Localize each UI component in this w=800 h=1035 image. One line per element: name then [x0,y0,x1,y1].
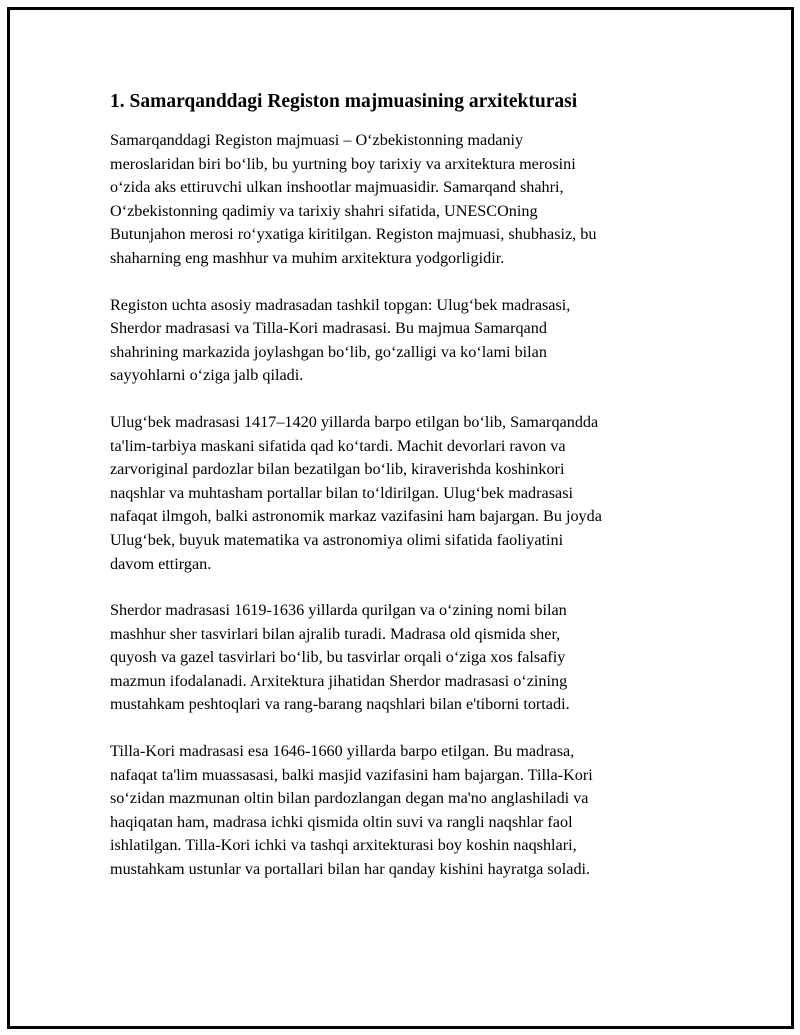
text-line: nafaqat ilmgoh, balki astronomik markaz vazifasini ham bajargan. Bu joyda [110,507,602,526]
text-line: o‘zida aks ettiruvchi ulkan inshootlar majmuasidir. Samarqand shahri, [110,178,564,197]
paragraph-sherdor [110,599,680,717]
text-line: Sherdor madrasasi va Tilla-Kori madrasasi. Bu majmua Samarqand [110,319,547,338]
text-line: Ulug‘bek madrasasi 1417–1420 yillarda barpo etilgan bo‘lib, Samarqandda [110,412,599,431]
text-line: nafaqat ta'lim muassasasi, balki masjid vazifasini ham bajargan. Tilla-Kori [110,765,593,784]
text-line: naqshlar va muhtasham portallar bilan to‘ldirilgan. Ulug‘bek madrasasi [110,483,574,502]
text-line: ta'lim-tarbiya maskani sifatida qad ko‘tardi. Machit devorlari ravon va [110,436,566,455]
text-line: mazmun ifodalanadi. Arxitektura jihatidan Sherdor madrasasi o‘zining [110,671,568,690]
text-line: mashhur sher tasvirlari bilan ajralib turadi. Madrasa old qismida sher, [110,624,561,643]
text-line: haqiqatan ham, madrasa ichki qismida oltin suvi va rangli naqshlar faol [110,812,573,831]
text-line: meroslaridan biri bo‘lib, bu yurtning boy tarixiy va arxitektura merosini [110,154,576,173]
text-line: sayyohlarni o‘ziga jalb qiladi. [110,366,304,385]
document-body [110,88,680,905]
text-line: mustahkam peshtoqlari va rang-barang naqshlari bilan e'tiborni tortadi. [110,695,570,714]
text-line: O‘zbekistonning qadimiy va tarixiy shahri sifatida, UNESCOning [110,201,538,220]
text-line: quyosh va gazel tasvirlari bo‘lib, bu tasvirlar orqali o‘ziga xos falsafiy [110,648,566,667]
text-line: davom ettirgan. [110,554,212,573]
text-line: mustahkam ustunlar va portallari bilan har qanday kishini hayratga soladi. [110,860,591,879]
text-line: zarvoriginal pardozlar bilan bezatilgan bo‘lib, kiraverishda koshinkori [110,460,565,479]
text-line: shaharning eng mashhur va muhim arxitektura yodgorligidir. [110,248,505,267]
text-line: Sherdor madrasasi 1619-1636 yillarda qurilgan va o‘zining nomi bilan [110,601,567,620]
paragraph-intro [110,129,680,271]
text-line: ishlatilgan. Tilla-Kori ichki va tashqi arxitekturasi boy koshin naqshlari, [110,836,577,855]
text-line: Ulug‘bek, buyuk matematika va astronomiya olimi sifatida faoliyatini [110,530,564,549]
text-line: Registon uchta asosiy madrasadan tashkil topgan: Ulug‘bek madrasasi, [110,295,571,314]
paragraph-tilla-kori [110,740,680,882]
paragraph-ulugbek [110,411,680,576]
text-line: so‘zidan mazmunan oltin bilan pardozlangan degan ma'no anglashiladi va [110,789,589,808]
text-line: shahrining markazida joylashgan bo‘lib, go‘zalligi va ko‘lami bilan [110,342,547,361]
section-heading: 1. Samarqanddagi Registon majmuasining arxitekturasi [110,91,578,112]
text-line: Butunjahon merosi ro‘yxatiga kiritilgan. Registon majmuasi, shubhasiz, bu [110,225,597,244]
paragraph-composition [110,294,680,388]
text-line: Tilla-Kori madrasasi esa 1646-1660 yillarda barpo etilgan. Bu madrasa, [110,742,575,761]
text-line: Samarqanddagi Registon majmuasi – O‘zbekistonning madaniy [110,131,524,149]
